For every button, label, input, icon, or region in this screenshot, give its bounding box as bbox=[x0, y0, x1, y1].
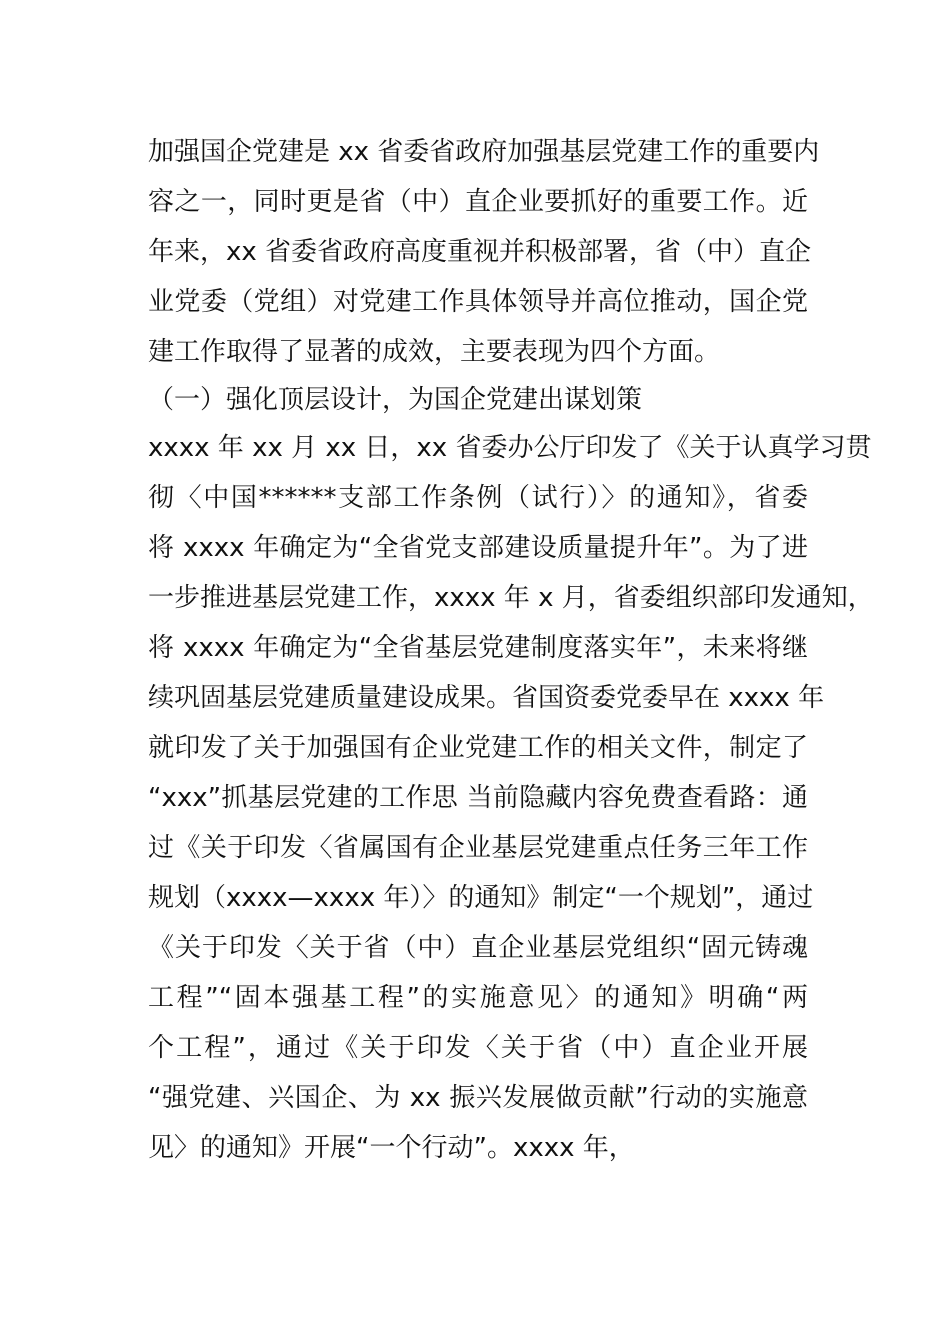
paragraph-2-line-14: “强党建、兴国企、为 xx 振兴发展做贡献”行动的实施意 bbox=[148, 1083, 808, 1113]
paragraph-2-line-12: 工程”“固本强基工程”的实施意见〉的通知》明确“两 bbox=[148, 983, 808, 1013]
paragraph-2-line-11: 《关于印发〈关于省（中）直企业基层党组织“固元铸魂 bbox=[148, 933, 808, 963]
paragraph-2-line-7: 就印发了关于加强国有企业党建工作的相关文件，制定了 bbox=[148, 733, 808, 763]
section-heading: （一）强化顶层设计，为国企党建出谋划策 bbox=[148, 385, 643, 415]
paragraph-2-line-8: “xxx”抓基层党建的工作思 当前隐藏内容免费查看路：通 bbox=[148, 783, 808, 813]
paragraph-1-line-5: 建工作取得了显著的成效，主要表现为四个方面。 bbox=[148, 337, 721, 367]
paragraph-1-line-4: 业党委（党组）对党建工作具体领导并高位推动，国企党 bbox=[148, 287, 808, 317]
paragraph-2-line-2: 彻〈中国******支部工作条例（试行）〉的通知》，省委 bbox=[148, 483, 808, 513]
paragraph-2-line-5: 将 xxxx 年确定为“全省基层党建制度落实年”，未来将继 bbox=[148, 633, 808, 663]
paragraph-2-line-9: 过《关于印发〈省属国有企业基层党建重点任务三年工作 bbox=[148, 833, 808, 863]
paragraph-1-line-1: 加强国企党建是 xx 省委省政府加强基层党建工作的重要内 bbox=[148, 137, 820, 167]
paragraph-2-line-15: 见〉的通知》开展“一个行动”。xxxx 年， bbox=[148, 1133, 635, 1163]
paragraph-2-line-10: 规划（xxxx—xxxx 年）〉的通知》制定“一个规划”，通过 bbox=[148, 883, 814, 913]
paragraph-1-line-2: 容之一，同时更是省（中）直企业要抓好的重要工作。近 bbox=[148, 187, 808, 217]
paragraph-2-line-4: 一步推进基层党建工作，xxxx 年 x 月，省委组织部印发通知， bbox=[148, 583, 874, 613]
paragraph-2-line-6: 续巩固基层党建质量建设成果。省国资委党委早在 xxxx 年 bbox=[148, 683, 825, 713]
paragraph-2-line-3: 将 xxxx 年确定为“全省党支部建设质量提升年”。为了进 bbox=[148, 533, 808, 563]
paragraph-2-line-1: xxxx 年 xx 月 xx 日，xx 省委办公厅印发了《关于认真学习贯 bbox=[148, 433, 872, 463]
paragraph-1-line-3: 年来，xx 省委省政府高度重视并积极部署，省（中）直企 bbox=[148, 237, 812, 267]
paragraph-2-line-13: 个工程”，通过《关于印发〈关于省（中）直企业开展 bbox=[148, 1033, 808, 1063]
